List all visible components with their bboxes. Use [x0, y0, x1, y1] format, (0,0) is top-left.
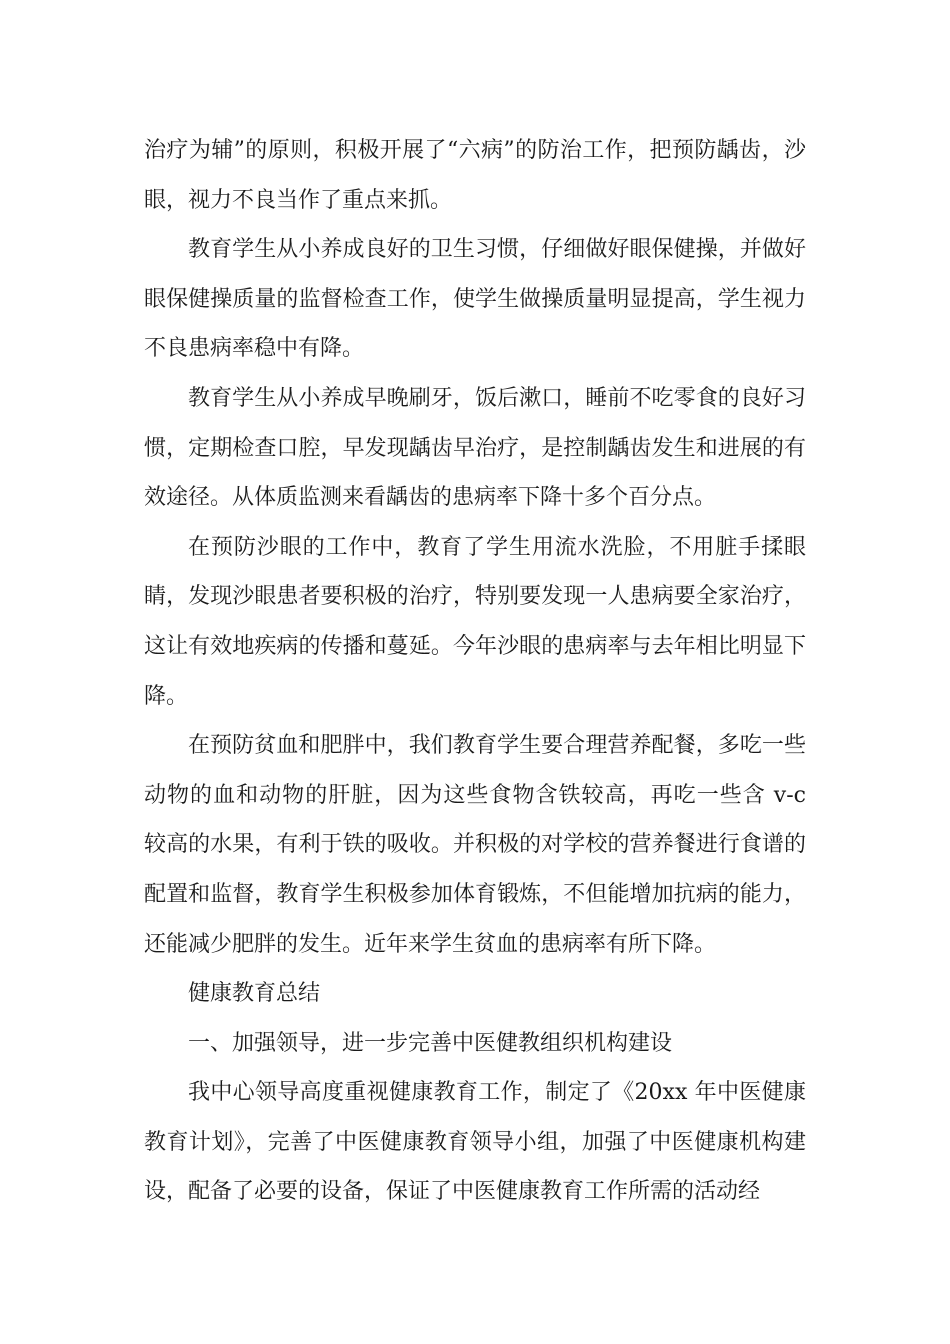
paragraph-eye-exercise: 教育学生从小养成良好的卫生习惯，仔细做好眼保健操，并做好眼保健操质量的监督检查工作，使学生做操质量明显提高，学生视力不良患病率稳中有降。 [144, 237, 806, 362]
paragraph-leadership: 我中心领导高度重视健康教育工作，制定了《20xx 年中医健康教育计划》，完善了中医健康教育领导小组，加强了中医健康机构建设，配备了必要的设备，保证了中医健康教育工作所需的活动经 [144, 1080, 806, 1205]
paragraph-dental-care: 教育学生从小养成早晚刷牙，饭后漱口，睡前不吃零食的良好习惯，定期检查口腔，早发现龋齿早治疗，是控制龋齿发生和进展的有效途径。从体质监测来看龋齿的患病率下降十多个百分点。 [144, 385, 806, 511]
paragraph-continuation: 治疗为辅”的原则，积极开展了“六病”的防治工作，把预防龋齿，沙眼，视力不良当作了重点来抓。 [144, 138, 806, 213]
section-heading-1: 一、加强领导，进一步完善中医健教组织机构建设 [188, 1030, 673, 1056]
paragraph-trachoma: 在预防沙眼的工作中，教育了学生用流水洗脸，不用脏手揉眼睛，发现沙眼患者要积极的治疗，特别要发现一人患病要全家治疗，这让有效地疾病的传播和蔓延。今年沙眼的患病率与去年相比明显下降。 [144, 534, 806, 709]
paragraph-anemia-obesity: 在预防贫血和肥胖中，我们教育学生要合理营养配餐，多吃一些动物的血和动物的肝脏，因为这些食物含铁较高，再吃一些含 v-c 较高的水果，有利于铁的吸收。并积极的对学校的营养餐进行食谱的配置和监督，教育学生积极参加体育锻炼，不但能增加抗病的能力，还能减少肥胖的发生。近年来学生贫血的患病率有所下降。 [144, 733, 806, 957]
document-body [144, 126, 806, 1217]
section-title: 健康教育总结 [188, 981, 321, 1007]
